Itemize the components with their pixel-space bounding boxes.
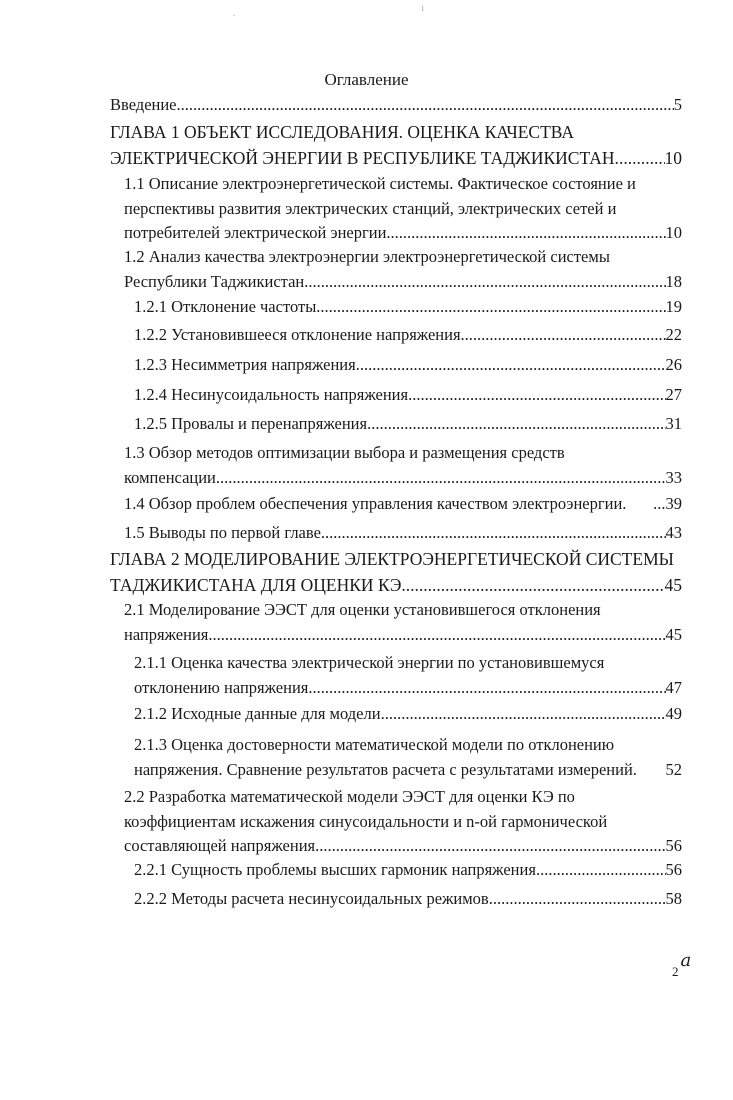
toc-page-number: 31	[665, 414, 682, 433]
toc-entry[interactable]	[134, 412, 682, 437]
toc-entry-text: 2.1 Моделирование ЭЭСТ для оценки установившегося отклонения	[124, 600, 601, 619]
toc-entry[interactable]	[134, 383, 682, 408]
toc-entry[interactable]	[110, 120, 682, 172]
toc-entry-text: ГЛАВА 2 МОДЕЛИРОВАНИЕ ЭЛЕКТРОЭНЕРГЕТИЧЕСКОЙ СИСТЕМЫ	[110, 549, 674, 569]
dot-leader	[321, 521, 666, 546]
toc-entry[interactable]	[134, 651, 682, 700]
toc-entry[interactable]	[124, 245, 682, 294]
toc-entry-text: 1.2 Анализ качества электроэнергии электроэнергетической системы	[124, 247, 610, 266]
page-number-handwritten-suffix: a	[680, 950, 692, 971]
dot-leader	[308, 270, 665, 295]
toc-entry-text: Республики Таджикистан.	[124, 271, 309, 291]
toc-entry[interactable]	[134, 295, 682, 320]
dot-leader	[536, 858, 666, 883]
dot-leader	[619, 146, 665, 172]
toc-page-number: 58	[665, 889, 682, 908]
toc-entry[interactable]	[134, 858, 682, 883]
toc-page-number: 45	[665, 624, 682, 644]
toc-page-number: 52	[665, 759, 682, 779]
toc-entry-text: 1.2.4 Несинусоидальность напряжения	[134, 385, 409, 404]
toc-page-number: 56	[665, 836, 682, 855]
page-number	[672, 950, 692, 981]
toc-entry[interactable]	[134, 323, 682, 348]
toc-page-number: 18	[665, 271, 682, 291]
toc-entry-text: составляющей напряжения	[124, 836, 316, 855]
toc-entry-text: напряжения	[124, 624, 209, 644]
toc-page-number: 26	[665, 355, 682, 374]
toc-entry[interactable]	[110, 547, 682, 599]
toc-page-number: 27	[665, 385, 682, 404]
toc-entry-text: 2.1.3 Оценка достоверности математической модели по отклонению	[134, 735, 615, 754]
dot-leader	[406, 573, 665, 599]
toc-page-number: 10	[664, 148, 682, 168]
toc-entry-text: 1.2.1 Отклонение частоты	[134, 297, 317, 316]
dot-leader	[465, 323, 666, 348]
dot-leader	[316, 295, 665, 320]
toc-entry-text: 2.1.1 Оценка качества электрической энергии по установившемуся	[134, 653, 605, 672]
toc-entry[interactable]	[124, 172, 682, 246]
toc-entry-text: 1.1 Описание электроэнергетической системы. Фактическое состояние и	[124, 174, 636, 193]
toc-page-number: 49	[665, 704, 682, 723]
toc-entry[interactable]	[110, 93, 682, 118]
toc-entry-text: ГЛАВА 1 ОБЪЕКТ ИССЛЕДОВАНИЯ. ОЦЕНКА КАЧЕСТВА	[110, 122, 574, 142]
toc-entry[interactable]	[134, 353, 682, 378]
toc-page-number: 10	[665, 223, 682, 242]
dot-leader	[356, 353, 666, 378]
dot-leader	[315, 834, 665, 859]
dot-leader	[177, 93, 674, 118]
toc-entry-text: 1.5 Выводы по первой главе	[124, 523, 321, 542]
toc-entry-text: ТАДЖИКИСТАНА ДЛЯ ОЦЕНКИ КЭ.	[110, 575, 406, 595]
toc-entry-text: 2.2.2 Методы расчета несинусоидальных режимов.	[134, 889, 493, 908]
toc-entry[interactable]	[124, 441, 682, 490]
toc-entry[interactable]	[134, 733, 682, 782]
toc-entry-text: коэффициентам искажения синусоидальности и n-ой гармонической	[124, 811, 608, 831]
dot-leader	[381, 702, 666, 727]
toc-entry-text: компенсации.	[124, 467, 221, 487]
dot-leader	[493, 887, 666, 912]
toc-page-number: 47	[665, 677, 682, 697]
toc-entry-text: напряжения. Сравнение результатов расчета с результатами измерений.	[134, 759, 637, 779]
toc-page-number: 22	[665, 325, 682, 344]
toc-entry-text: 1.2.5 Провалы и перенапряжения.	[134, 414, 372, 433]
toc-title: Оглавление	[324, 70, 409, 89]
toc-page-number: 19	[665, 297, 682, 316]
dot-leader	[391, 221, 666, 246]
toc-entry-text: 2.1.2 Исходные данные для модели	[134, 704, 381, 723]
toc-entry-text: Введение	[110, 95, 177, 114]
dot-leader	[371, 412, 665, 437]
toc-page-number: ...39	[653, 494, 682, 513]
toc-entry-text: перспективы развития электрических станций, электрических сетей и	[124, 198, 617, 218]
toc-entry-text: 2.2 Разработка математической модели ЭЭСТ для оценки КЭ по	[124, 787, 575, 806]
dot-leader	[408, 383, 665, 408]
toc-page-number: 43	[665, 523, 682, 542]
dot-leader	[308, 676, 665, 701]
toc-page-number: 5	[673, 95, 682, 114]
toc-entry[interactable]	[134, 702, 682, 727]
dot-leader	[208, 623, 665, 648]
scan-speck: ı	[421, 0, 425, 14]
toc-page-number: 33	[665, 467, 682, 487]
toc-entry-text: потребителей электрической энергии.	[124, 223, 391, 242]
toc-entry[interactable]	[124, 785, 682, 859]
toc-entry-text: 1.4 Обзор проблем обеспечения управления качеством электроэнергии.	[124, 494, 627, 513]
toc-entry-text: 2.2.1 Сущность проблемы высших гармоник напряжения	[134, 860, 536, 879]
scan-speck: ·	[232, 8, 236, 22]
toc-entry-text: ЭЛЕКТРИЧЕСКОЙ ЭНЕРГИИ В РЕСПУБЛИКЕ ТАДЖИКИСТАН.	[110, 148, 619, 168]
toc-entry[interactable]	[124, 521, 682, 546]
toc-entry[interactable]	[134, 887, 682, 912]
page-number-value: 2	[672, 964, 679, 979]
toc-page-number: 45	[664, 575, 682, 595]
toc-entry-text: отклонению напряжения	[134, 677, 309, 697]
toc-entry[interactable]	[124, 598, 682, 647]
toc-page-number: 56	[665, 860, 682, 879]
toc-entry[interactable]	[124, 492, 682, 517]
toc-entry-text: 1.2.3 Несимметрия напряжения	[134, 355, 356, 374]
toc-entry-text: 1.3 Обзор методов оптимизации выбора и размещения средств	[124, 443, 565, 462]
toc-entry-text: 1.2.2 Установившееся отклонение напряжения.	[134, 325, 465, 344]
dot-leader	[220, 466, 665, 491]
